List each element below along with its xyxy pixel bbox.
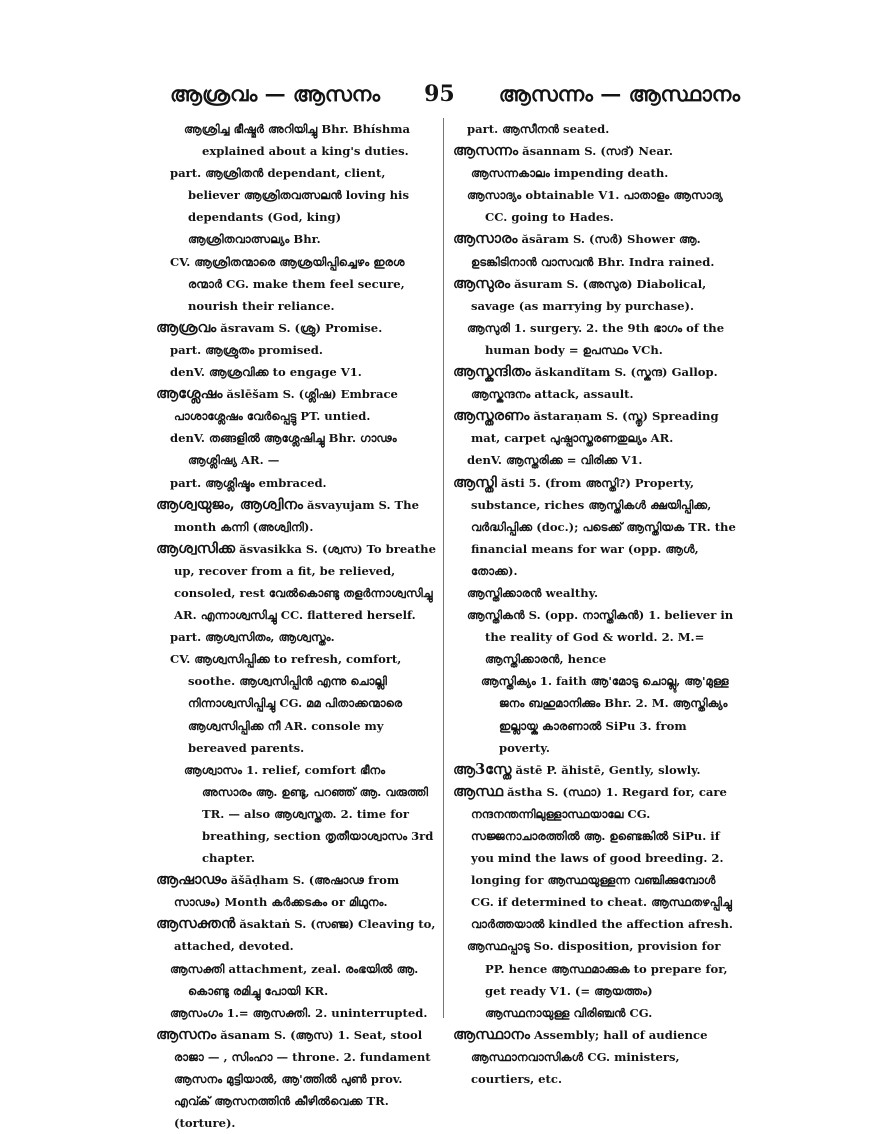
entry-text: part. ആശ്ലിഷ്ടം embraced. bbox=[170, 475, 327, 490]
dictionary-entry bbox=[453, 140, 736, 184]
dictionary-entry bbox=[170, 472, 436, 494]
entry-text: ăstē P. ăhistē, Gently, slowly. bbox=[511, 762, 701, 777]
page-header bbox=[170, 74, 740, 114]
entry-headword: ആശ്വസിക്ക bbox=[156, 539, 236, 557]
dictionary-entry bbox=[453, 228, 736, 272]
dictionary-entry bbox=[467, 118, 736, 140]
dictionary-entry bbox=[156, 317, 436, 339]
entry-text: ăsanam S. (ആസ) 1. Seat, stool രാജാ — , സിംഹാ — throne. 2. fundament ആസനം മുട്ടിയാൽ, ആ'ത്തിൽ പുൺ prov. എവ്ക് ആസനത്തിൻ കീഴിൽവെക്ക TR. (torture). bbox=[174, 1027, 431, 1131]
dictionary-entry bbox=[170, 626, 436, 648]
entry-headword: ആഷാഢം bbox=[156, 871, 227, 889]
dictionary-entry bbox=[467, 582, 736, 604]
entry-text: ăsuram S. (അസുര) Diabolical, savage (as marrying by purchase). bbox=[471, 276, 707, 313]
entry-headword: ആസ്തരണം bbox=[453, 407, 530, 425]
dictionary-entry bbox=[453, 759, 736, 781]
dictionary-entry bbox=[170, 162, 436, 250]
dictionary-entry bbox=[453, 405, 736, 449]
dictionary-entry bbox=[184, 759, 436, 869]
dictionary-entry bbox=[170, 427, 436, 471]
entry-text: part. ആശ്രിതൻ dependant, client, believer ആശ്രിതവത്സലൻ loving his dependants (God, king) ആശ്രിതവാത്സല്യം Bhr. bbox=[170, 166, 409, 247]
entry-text: ăskandĭtam S. (സ്കന്ദ) Gallop. ആസ്കന്ദനം attack, assault. bbox=[471, 365, 718, 402]
dictionary-entry bbox=[184, 118, 436, 162]
dictionary-entry bbox=[453, 1024, 736, 1090]
dictionary-entry bbox=[453, 781, 736, 936]
entry-text: ăsannam S. (സദ്) Near. ആസന്നകാലം impending death. bbox=[471, 144, 673, 181]
entry-text: ăstaraṇam S. (സ്തൃ) Spreading mat, carpet പുഷ്പാസ്തരണതുല്യം AR. bbox=[471, 409, 719, 446]
entry-text: ആസുരി 1. surgery. 2. the 9th ഭാഗം of the human body = ഉപസ്ഥം VCh. bbox=[467, 320, 725, 357]
entry-text: ăslēšam S. (ശ്ലിഷ) Embrace പാശാശ്ലേഷം വേർപ്പെട്ടു PT. untied. bbox=[174, 387, 398, 424]
column-divider bbox=[443, 118, 444, 1018]
entry-text: ăsāram S. (സർ) Shower ആ. ഉടങ്കിടിനാൻ വാസവൻ Bhr. Indra rained. bbox=[471, 232, 715, 269]
page-number: 95 bbox=[424, 81, 455, 107]
right-running-head: ആസന്നം — ആസ്ഥാനം bbox=[498, 81, 740, 106]
entry-headword: ആസന്നം bbox=[453, 142, 519, 160]
dictionary-entry bbox=[156, 383, 436, 427]
entry-text: ആസ്തിക്യം 1. faith ആ'മോടു ചൊല്ലു, ആ'മുള്ള ജനം ബഹുമാനിക്കും Bhr. 2. M. ആസ്തിക്യം ഇല്ലായ്ക കാരണാൽ SiPu 3. from poverty. bbox=[481, 674, 729, 755]
entry-text: ăšāḍham S. (അഷാഢ from സാഢം) Month കർക്കടകം or മിഥുനം. bbox=[174, 873, 400, 910]
dictionary-entry bbox=[156, 1024, 436, 1134]
entry-headword: ആസ്കന്ദിതം bbox=[453, 363, 531, 381]
entry-text: part. ആസീനൻ seated. bbox=[467, 122, 610, 136]
left-column bbox=[156, 118, 436, 1134]
entry-text: ആസ്തിക്കാരൻ wealthy. bbox=[467, 585, 599, 600]
entry-text: ആസക്തി attachment, zeal. രംഭയിൽ ആ. കൊണ്ടു രമിച്ചു പോയി KR. bbox=[170, 961, 419, 998]
entry-text: ആശ്വാസം 1. relief, comfort ഭീനം അസാരം ആ. ഉണ്ടു, പറഞ്ഞ് ആ. വരുത്തി TR. — also ആശ്വസ്തത. 2. time for breathing, section തൃതീയാശ്വാസം 3rd chapter. bbox=[184, 762, 434, 866]
entry-text: ആസംഗം 1.= ആസക്തി. 2. uninterrupted. bbox=[170, 1005, 428, 1020]
entry-text: part. ആശ്വസിതം, ആശ്വസ്തം. bbox=[170, 630, 335, 645]
entry-text: part. ആശ്രുതം promised. bbox=[170, 342, 323, 357]
dictionary-entry bbox=[170, 648, 436, 758]
entry-text: ആസാദ്യം obtainable V1. പാതാളം ആസാദ്യ CC. going to Hades. bbox=[467, 188, 723, 225]
entry-text: denV. ആസ്തരിക്ക = വിരിക്ക V1. bbox=[467, 453, 643, 468]
entry-headword: ആസ്ഥാനം bbox=[453, 1025, 530, 1043]
left-running-head: ആശ്രവം — ആസനം bbox=[170, 81, 381, 106]
entry-text: ăsaktaṅ S. (സഞ്ജ) Cleaving to, attached, devoted. bbox=[174, 917, 436, 954]
dictionary-entry bbox=[170, 339, 436, 361]
dictionary-entry bbox=[453, 361, 736, 405]
entry-text: denV. ആശ്രവിക്ക to engage V1. bbox=[170, 365, 362, 380]
entry-text: ăsravam S. (ശ്രു) Promise. bbox=[216, 320, 383, 335]
entry-headword: ആസുരം bbox=[453, 274, 511, 292]
dictionary-entry bbox=[481, 670, 736, 758]
entry-headword: ആസ്തി bbox=[453, 473, 497, 491]
entry-headword: ആ3സ്തേ bbox=[453, 760, 512, 778]
entry-headword: ആസനം bbox=[156, 1025, 217, 1043]
dictionary-entry bbox=[467, 184, 736, 228]
dictionary-entry bbox=[467, 317, 736, 361]
dictionary-entry bbox=[467, 604, 736, 670]
entry-headword: ആശ്ലേഷം bbox=[156, 385, 223, 403]
entry-headword: ആശ്രവം bbox=[156, 318, 217, 336]
entry-text: Assembly; hall of audience ആസ്ഥാനവാസികൾ CG. ministers, courtiers, etc. bbox=[471, 1027, 708, 1087]
dictionary-entry bbox=[453, 472, 736, 582]
dictionary-entry bbox=[467, 449, 736, 471]
entry-text: ആസ്തികൻ S. (opp. നാസ്തികൻ) 1. believer in the reality of God & world. 2. M.= ആസ്തിക്കാരൻ, hence bbox=[467, 608, 734, 667]
entry-text: ăsti 5. (from അസ്തി?) Property, substance, riches ആസ്തികൾ ക്ഷയിപ്പിക്ക, വർദ്ധിപ്പിക്ക (doc.); പടെക്ക് ആസ്തിയക TR. the financial means for war (opp. ആൾ, തോക്ക). bbox=[471, 475, 736, 578]
dictionary-entry bbox=[156, 538, 436, 626]
entry-headword: ആസ്ഥ bbox=[453, 782, 504, 800]
entry-text: ആശ്രിച്ച ഭീഷ്മർ അറിയിച്ചു Bhr. Bhíshma explained about a king's duties. bbox=[184, 122, 411, 159]
dictionary-entry bbox=[467, 935, 736, 1023]
entry-text: denV. തങ്ങളിൽ ആശ്ലേഷിച്ചു Bhr. ഗാഢം ആശ്ലിഷ്യ AR. — bbox=[170, 431, 397, 468]
entry-text: CV. ആശ്വസിപ്പിക്ക to refresh, comfort, soothe. ആശ്വസിപ്പിൻ എന്നു ചൊല്ലി നിന്നാശ്വസിപ്പിച്ചു CG. മമ പിതാക്കന്മാരെ ആശ്വസിപ്പിക്ക നീ AR. console my bereaved parents. bbox=[170, 652, 403, 755]
entry-text: CV. ആശ്രിതന്മാരെ ആശ്രയിപ്പിച്ചെഴം ഇരശ രന്മാർ CG. make them feel secure, nourish their reliance. bbox=[170, 254, 405, 313]
entry-headword: ആശ്വയുജം, ആശ്വിനം bbox=[156, 495, 304, 513]
dictionary-entry bbox=[170, 361, 436, 383]
dictionary-entry bbox=[170, 958, 436, 1002]
dictionary-entry bbox=[156, 494, 436, 538]
dictionary-entry bbox=[453, 273, 736, 317]
dictionary-entry bbox=[170, 251, 436, 317]
entry-text: ăsvayujam S. The month കന്നി (അശ്വിനി). bbox=[174, 497, 419, 534]
entry-headword: ആസാരം bbox=[453, 230, 518, 248]
dictionary-entry bbox=[170, 1002, 436, 1024]
dictionary-entry bbox=[156, 869, 436, 913]
entry-text: ആസ്ഥപ്പാടു So. disposition, provision for PP. hence ആസ്ഥമാക്കുക to prepare for, get ready V1. (= ആയത്തം) ആസ്ഥനായുള്ള വിരിഞ്ചൻ CG. bbox=[467, 939, 728, 1020]
right-column bbox=[453, 118, 736, 1090]
dictionary-entry bbox=[156, 913, 436, 957]
entry-headword: ആസക്തൻ bbox=[156, 915, 236, 933]
entry-text: ăstha S. (സ്ഥാ) 1. Regard for, care നന്ദനന്തന്നിലുള്ളാസ്ഥയാലേ CG. സജ്ജനാചാരത്തിൽ ആ. ഉണ്ടെങ്കിൽ SiPu. if you mind the laws of good breeding. 2. longing for ആസ്ഥയുള്ളന്ന വഞ്ചിക്കുമ്പോൾ CG. if determined to cheat. ആസ്ഥതഴപ്പിച്ചു വാർത്തയാൽ kindled the affection afresh. bbox=[471, 784, 733, 932]
entry-text: ăsvasikka S. (ശ്വസ) To breathe up, recover from a fit, be relieved, consoled, rest വേൽകൊണ്ടു തളർന്നാശ്വസിച്ചു AR. എന്നാശ്വസിച്ചു CC. flattered herself. bbox=[174, 541, 436, 623]
